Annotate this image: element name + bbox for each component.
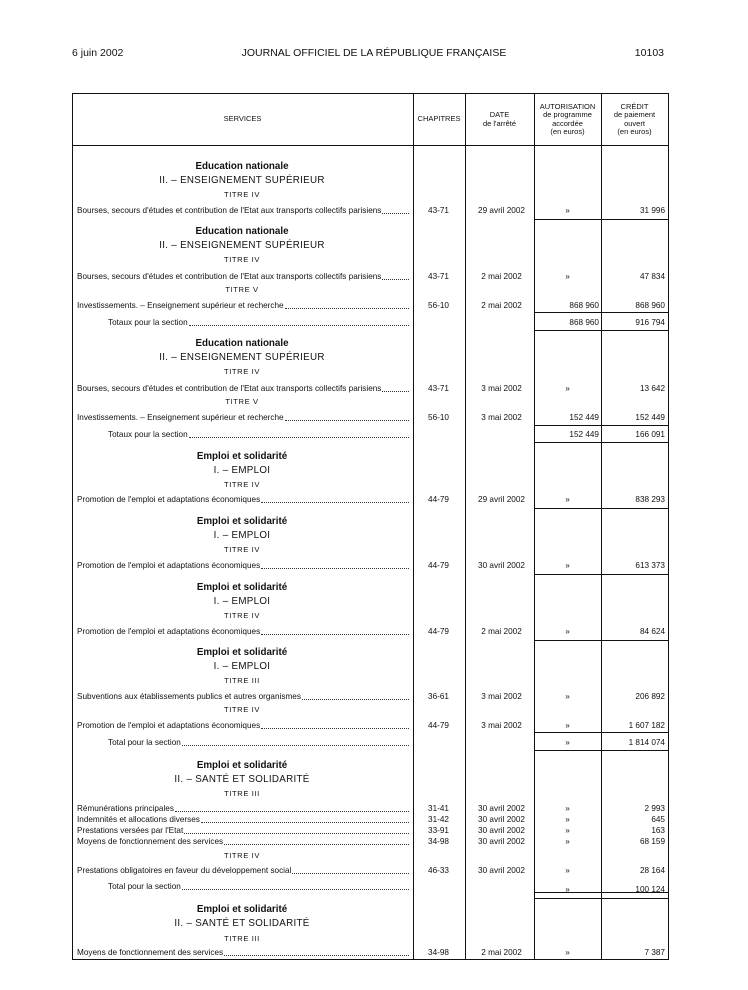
titre-heading: TITRE V [225, 285, 259, 294]
table-row: Moyens de fonctionnement des services 34-98 2 mai 2002 » 7 387 [77, 948, 665, 957]
titre-heading: TITRE III [224, 676, 260, 685]
table-row: Promotion de l'emploi et adaptations économiques 44-79 2 mai 2002 » 84 624 [77, 627, 665, 636]
section-heading: II. – ENSEIGNEMENT SUPÉRIEUR [159, 175, 325, 186]
section-heading: II. – SANTÉ ET SOLIDARITÉ [174, 918, 310, 929]
table-row: Moyens de fonctionnement des services 34-98 30 avril 2002 » 68 159 [77, 837, 665, 846]
ministry-heading: Education nationale [195, 338, 289, 349]
table-row: Bourses, secours d'études et contribution de l'Etat aux transports collectifs parisiens 43-71 3 mai 2002 » 13 642 [77, 384, 665, 393]
table-row: Promotion de l'emploi et adaptations économiques 44-79 29 avril 2002 » 838 293 [77, 495, 665, 504]
titre-heading: TITRE III [224, 934, 260, 943]
titre-heading: TITRE III [224, 789, 260, 798]
header-page-number: 10103 [634, 47, 664, 59]
header-title: JOURNAL OFFICIEL DE LA RÉPUBLIQUE FRANÇAISE [241, 47, 507, 59]
header-date: 6 juin 2002 [72, 47, 124, 59]
titre-heading: TITRE IV [223, 705, 261, 714]
table-row: Bourses, secours d'études et contribution de l'Etat aux transports collectifs parisiens 43-71 2 mai 2002 » 47 834 [77, 272, 665, 281]
table-row: Investissements. – Enseignement supérieur et recherche 56-10 2 mai 2002 868 960 868 960 [77, 301, 665, 310]
credits-table [72, 93, 669, 960]
ministry-heading: Emploi et solidarité [196, 904, 288, 915]
ministry-heading: Education nationale [195, 226, 289, 237]
titre-heading: TITRE V [225, 397, 259, 406]
ministry-heading: Emploi et solidarité [196, 516, 288, 527]
titre-heading: TITRE IV [223, 851, 261, 860]
header-separator [72, 145, 669, 146]
titre-heading: TITRE IV [223, 190, 261, 199]
titre-heading: TITRE IV [223, 480, 261, 489]
section-heading: II. – ENSEIGNEMENT SUPÉRIEUR [159, 240, 325, 251]
titre-heading: TITRE IV [223, 255, 261, 264]
table-row: Prestations versées par l'Etat 33-91 30 avril 2002 » 163 [77, 826, 665, 835]
ministry-heading: Education nationale [195, 161, 289, 172]
table-row: Bourses, secours d'études et contribution de l'Etat aux transports collectifs parisiens 43-71 29 avril 2002 » 31 996 [77, 206, 665, 215]
col-header-autorisation: AUTORISATION de programme accordée (en euros) [539, 101, 596, 136]
total-row: Total pour la section » 1 814 074 [108, 738, 665, 747]
ministry-heading: Emploi et solidarité [196, 451, 288, 462]
col-header-chapitres: CHAPITRES [417, 114, 461, 124]
ministry-heading: Emploi et solidarité [196, 582, 288, 593]
ministry-heading: Emploi et solidarité [196, 760, 288, 771]
ministry-heading: Emploi et solidarité [196, 647, 288, 658]
total-row: Totaux pour la section 868 960 916 794 [108, 318, 665, 327]
section-heading: I. – EMPLOI [213, 661, 271, 672]
total-values-row: » 100 124 [565, 885, 665, 894]
table-row: Indemnités et allocations diverses 31-42 30 avril 2002 » 645 [77, 815, 665, 824]
total-row: Total pour la section [72, 881, 669, 892]
table-row: Investissements. – Enseignement supérieur et recherche 56-10 3 mai 2002 152 449 152 449 [77, 413, 665, 422]
table-row: Prestations obligatoires en faveur du développement social 46-33 30 avril 2002 » 28 164 [77, 866, 665, 875]
section-heading: II. – ENSEIGNEMENT SUPÉRIEUR [159, 352, 325, 363]
col-header-services: SERVICES [223, 114, 262, 124]
table-row: Rémunérations principales 31-41 30 avril 2002 » 2 993 [77, 804, 665, 813]
total-row: Totaux pour la section 152 449 166 091 [108, 430, 665, 439]
titre-heading: TITRE IV [223, 545, 261, 554]
col-header-credit: CRÉDIT de paiement ouvert (en euros) [613, 101, 656, 136]
section-heading: I. – EMPLOI [213, 596, 271, 607]
titre-heading: TITRE IV [223, 611, 261, 620]
section-heading: I. – EMPLOI [213, 465, 271, 476]
col-header-date: DATE de l'arrêté [482, 110, 517, 128]
table-row: Promotion de l'emploi et adaptations économiques 44-79 3 mai 2002 » 1 607 182 [77, 721, 665, 730]
titre-heading: TITRE IV [223, 367, 261, 376]
table-row: Subventions aux établissements publics et autres organismes 36-61 3 mai 2002 » 206 892 [77, 692, 665, 701]
section-heading: II. – SANTÉ ET SOLIDARITÉ [174, 774, 310, 785]
section-heading: I. – EMPLOI [213, 530, 271, 541]
table-row: Promotion de l'emploi et adaptations économiques 44-79 30 avril 2002 » 613 373 [77, 561, 665, 570]
